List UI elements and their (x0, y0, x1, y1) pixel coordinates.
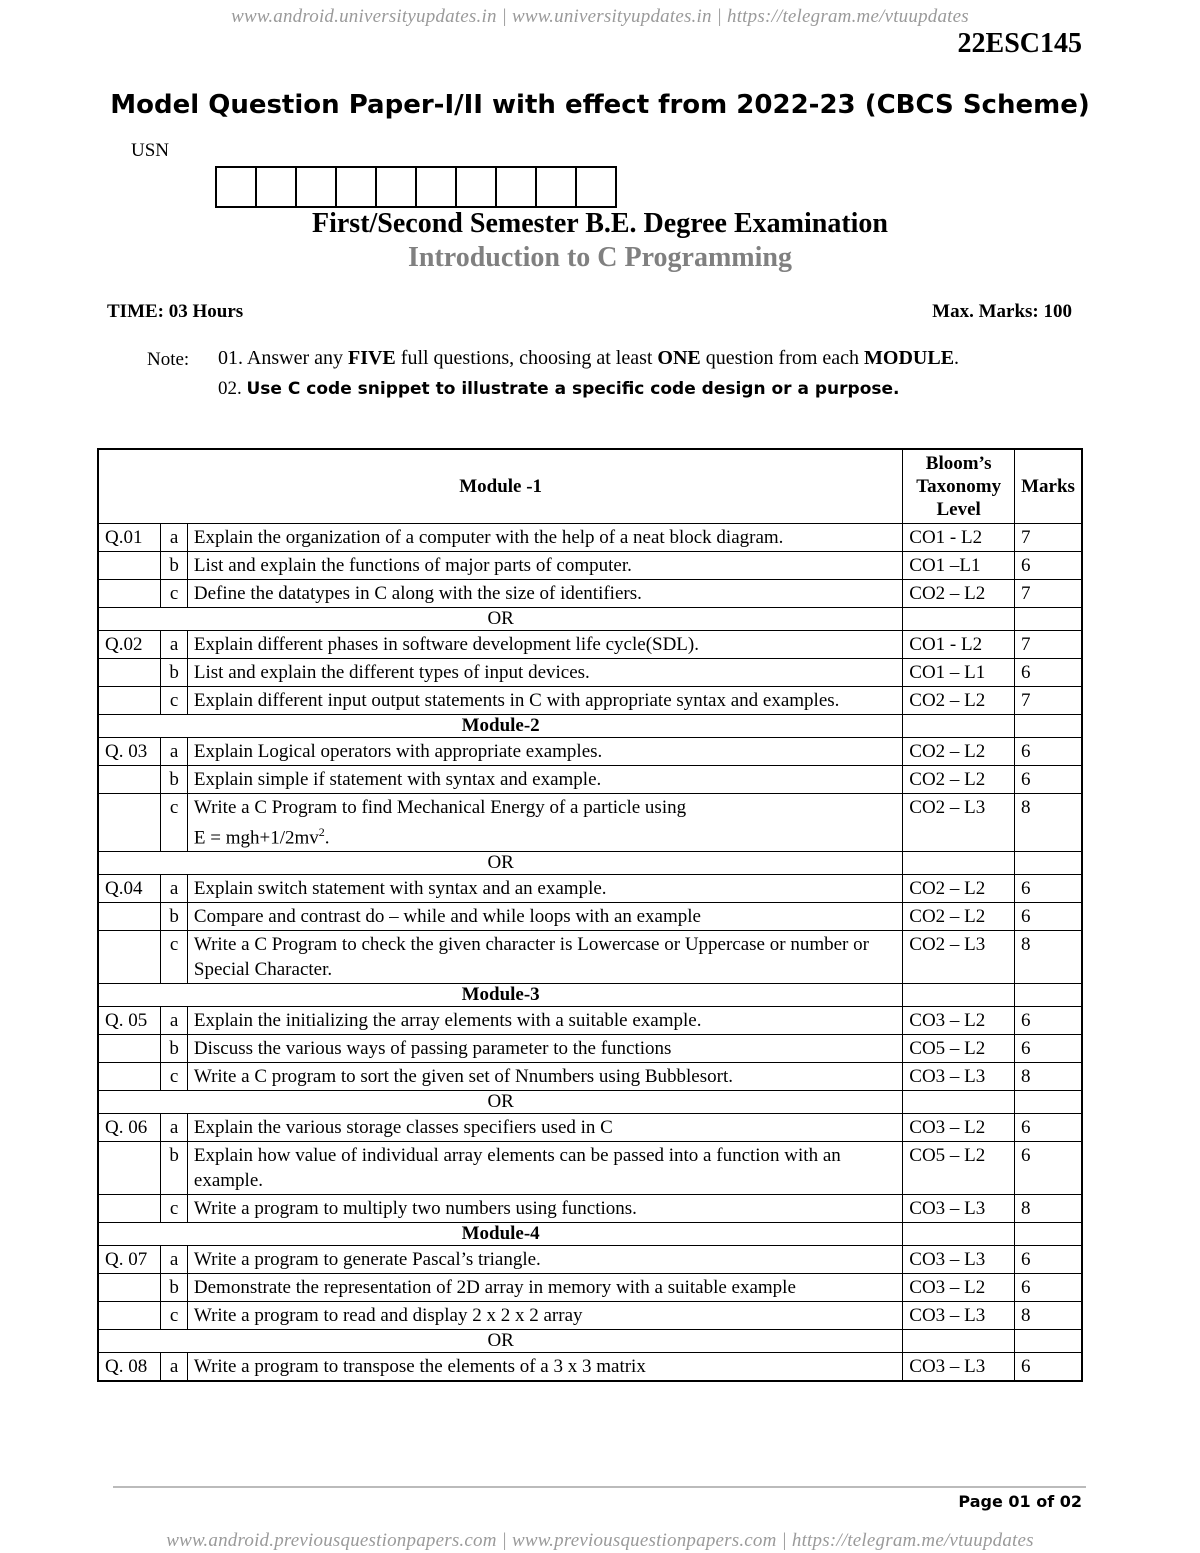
table-row: Q. 07 a Write a program to generate Pascal’s triangle. CO3 – L3 6 (98, 1246, 1082, 1274)
module-1-header: Module -1 (98, 449, 903, 524)
table-row: Q. 03 a Explain Logical operators with appropriate examples. CO2 – L2 6 (98, 738, 1082, 766)
module-2-header: Module-2 (98, 715, 1082, 738)
usn-box (297, 168, 337, 206)
usn-box (457, 168, 497, 206)
table-row: Q.04 a Explain switch statement with syntax and an example. CO2 – L2 6 (98, 875, 1082, 903)
usn-box (537, 168, 577, 206)
watermark-bottom: www.android.previousquestionpapers.com | www.previousquestionpapers.com | https://telegram.me/vtuupdates (166, 1530, 1034, 1551)
footer-divider (113, 1486, 1086, 1488)
or-separator: OR (98, 852, 1082, 875)
blooms-header: Bloom’s Taxonomy Level (903, 449, 1015, 524)
table-row: b Compare and contrast do – while and while loops with an example CO2 – L2 6 (98, 903, 1082, 931)
module-3-header: Module-3 (98, 984, 1082, 1007)
module-4-header: Module-4 (98, 1223, 1082, 1246)
marks-header: Marks (1015, 449, 1082, 524)
note-label: Note: (147, 349, 190, 370)
exam-time: TIME: 03 Hours (107, 301, 244, 322)
table-row: c Write a program to multiply two numbers using functions. CO3 – L3 8 (98, 1195, 1082, 1223)
table-row: b List and explain the functions of major parts of computer. CO1 –L1 6 (98, 552, 1082, 580)
usn-boxes (215, 166, 617, 208)
paper-title: Model Question Paper-I/II with effect from 2022-23 (CBCS Scheme) (110, 90, 1090, 120)
or-separator: OR (98, 1330, 1082, 1353)
usn-box (257, 168, 297, 206)
or-separator: OR (98, 1091, 1082, 1114)
course-code: 22ESC145 (957, 28, 1082, 59)
usn-box (337, 168, 377, 206)
question-table (97, 448, 1083, 1382)
table-row: Q.01 a Explain the organization of a computer with the help of a neat block diagram. CO1 - L2 7 (98, 524, 1082, 552)
or-separator: OR (98, 608, 1082, 631)
table-row: b List and explain the different types of input devices. CO1 – L1 6 (98, 659, 1082, 687)
table-row: b Explain simple if statement with syntax and example. CO2 – L2 6 (98, 766, 1082, 794)
usn-box (497, 168, 537, 206)
table-row: c Write a C Program to check the given character is Lowercase or Uppercase or number or Special Character. CO2 – L3 8 (98, 931, 1082, 984)
usn-label: USN (131, 140, 170, 161)
note-1: 01. Answer any FIVE full questions, choosing at least ONE question from each MODULE. (218, 347, 960, 369)
table-row: b Discuss the various ways of passing parameter to the functions CO5 – L2 6 (98, 1035, 1082, 1063)
note-2: 02. Use C code snippet to illustrate a specific code design or a purpose. (218, 378, 900, 399)
exam-title: First/Second Semester B.E. Degree Examination (311, 208, 888, 239)
table-row: Q.02 a Explain different phases in software development life cycle(SDL). CO1 - L2 7 (98, 631, 1082, 659)
usn-box (217, 168, 257, 206)
usn-box (417, 168, 457, 206)
table-row: Q. 05 a Explain the initializing the array elements with a suitable example. CO3 – L2 6 (98, 1007, 1082, 1035)
table-row: Q. 06 a Explain the various storage classes specifiers used in C CO3 – L2 6 (98, 1114, 1082, 1142)
watermark-top: www.android.universityupdates.in | www.universityupdates.in | https://telegram.me/vtuupdates (231, 6, 969, 27)
usn-box (377, 168, 417, 206)
table-row: b Demonstrate the representation of 2D array in memory with a suitable example CO3 – L2 6 (98, 1274, 1082, 1302)
table-row: c Explain different input output statements in C with appropriate syntax and examples. CO2 – L2 7 (98, 687, 1082, 715)
table-row: b Explain how value of individual array elements can be passed into a function with an example. CO5 – L2 6 (98, 1142, 1082, 1195)
table-row: c Write a C program to sort the given set of Nnumbers using Bubblesort. CO3 – L3 8 (98, 1063, 1082, 1091)
max-marks: Max. Marks: 100 (932, 301, 1072, 322)
table-row: c Write a C Program to find Mechanical Energy of a particle using $E = mgh+1/2mv^2$. CO2 – L3 8 (98, 794, 1082, 852)
usn-box (577, 168, 615, 206)
page-number: Page 01 of 02 (958, 1492, 1082, 1511)
table-row: Q. 08 a Write a program to transpose the elements of a 3 x 3 matrix CO3 – L3 6 (98, 1353, 1082, 1382)
table-row: c Define the datatypes in C along with the size of identifiers. CO2 – L2 7 (98, 580, 1082, 608)
table-row: c Write a program to read and display 2 x 2 x 2 array CO3 – L3 8 (98, 1302, 1082, 1330)
subject-title: Introduction to C Programming (408, 242, 792, 273)
table-header (98, 449, 1082, 524)
